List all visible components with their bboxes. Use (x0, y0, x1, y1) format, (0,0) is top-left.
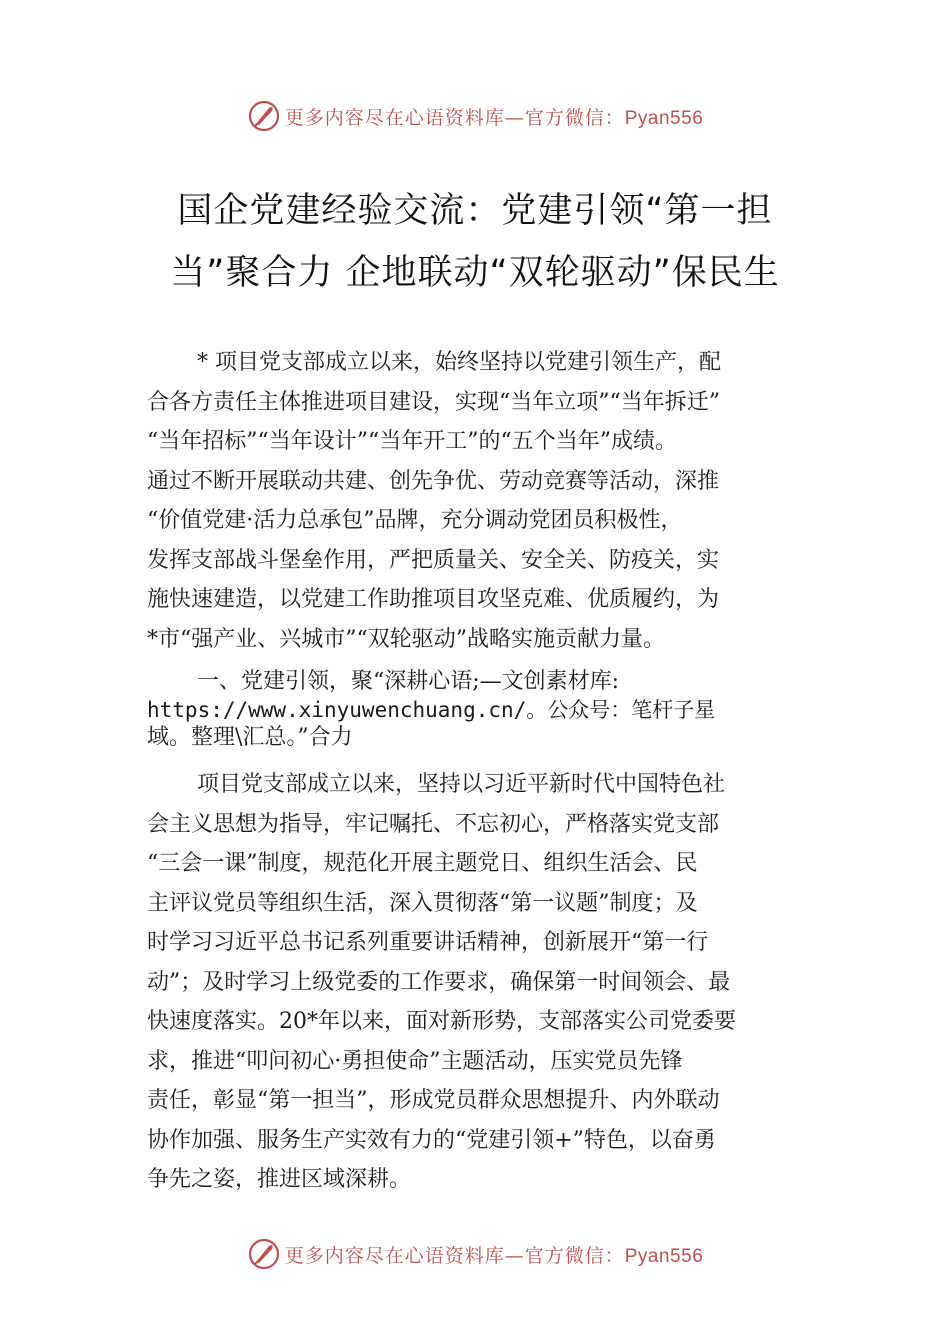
text-line: “三会一课”制度，规范化开展主题党日、组织生活会、民 (147, 851, 698, 876)
text-line: 会主义思想为指导，牢记嘱托、不忘初心，严格落实党支部 (147, 811, 720, 837)
wechat-id: Pyan556 (624, 1245, 704, 1267)
title-line-2: 当”聚合力 企地联动“双轮驱动”保民生 (170, 253, 780, 293)
paragraph-intro (147, 343, 807, 659)
banner-text: 更多内容尽在心语资料库—官方微信：Pyan556 (284, 106, 704, 129)
text-line: 时学习习近平总书记系列重要讲话精神，创新展开“第一行 (147, 930, 709, 955)
text-line: *市“强产业、兴城市”“双轮驱动”战略实施贡献力量。 (147, 626, 665, 652)
title-line-1: 国企党建经验交流：党建引领“第一担 (177, 191, 773, 231)
text-line: 动”；及时学习上级党委的工作要求，确保第一时间领会、最 (147, 969, 731, 995)
text-line: 一、党建引领，聚“深耕心语;—文创素材库: (197, 669, 620, 694)
text-line: 争先之姿，推进区域深耕。 (147, 1167, 412, 1192)
text-line: 协作加强、服务生产实效有力的“党建引领+”特色，以奋勇 (147, 1127, 716, 1153)
text-line: * 项目党支部成立以来，始终坚持以党建引领生产，配 (197, 350, 721, 375)
text-line: 主评议党员等组织生活，深入贯彻落“第一议题”制度；及 (147, 890, 698, 916)
quill-pen-logo-icon (247, 1237, 281, 1271)
section-heading-1 (147, 668, 807, 752)
banner-text: 更多内容尽在心语资料库—官方微信：Pyan556 (284, 1244, 704, 1267)
text-line: 责任，彰显“第一担当”，形成党员群众思想提升、内外联动 (147, 1088, 720, 1113)
text-line: 项目党支部成立以来，坚持以习近平新时代中国特色社 (197, 772, 726, 797)
text-line: 快速度落实。20*年以来，面对新形势，支部落实公司党委要 (147, 1009, 736, 1034)
text-line: 施快速建造，以党建工作助推项目攻坚克难、优质履约，为 (147, 587, 720, 612)
text-line: 合各方责任主体推进项目建设，实现“当年立项”“当年拆迁” (147, 389, 720, 415)
text-line: “当年招标”“当年设计”“当年开工”的“五个当年”成绩。 (147, 429, 677, 454)
text-line: 求，推进“叩问初心·勇担使命”主题活动，压实党员先锋 (147, 1048, 683, 1074)
text-line: 发挥支部战斗堡垒作用，严把质量关、安全关、防疫关，实 (147, 547, 720, 573)
text-line: https://www.xinyuwenchuang.cn/。公众号：笔杆子星 (147, 698, 716, 722)
footer-banner (0, 1234, 950, 1274)
page-title (0, 180, 950, 304)
header-banner (0, 96, 950, 136)
quill-pen-logo-icon (247, 99, 281, 133)
paragraph-section-1 (147, 765, 807, 1200)
text-line: 通过不断开展联动共建、创先争优、劳动竞赛等活动，深推 (147, 468, 720, 494)
text-line: “价值党建·活力总承包”品牌，充分调动党团员积极性， (147, 508, 683, 533)
text-line: 域。整理\汇总。”合力 (147, 725, 353, 750)
wechat-id: Pyan556 (624, 107, 704, 129)
